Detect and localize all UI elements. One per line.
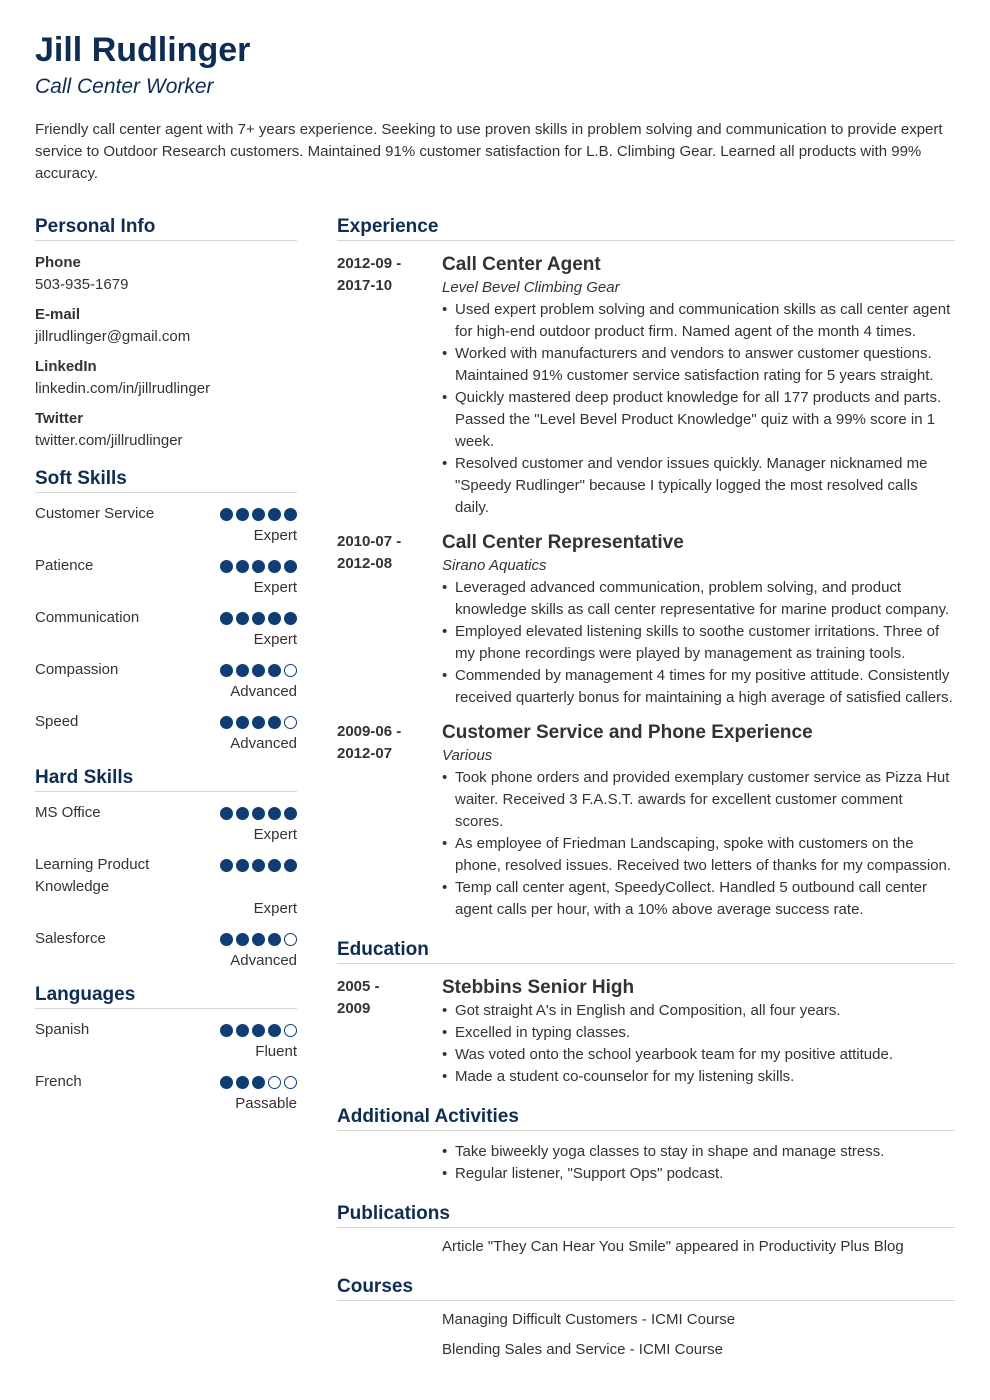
skill-name: Salesforce <box>35 930 106 947</box>
skill-item <box>35 802 297 846</box>
skill-row <box>35 503 297 525</box>
activity-item: • Take biweekly yoga classes to stay in shape and manage stress. <box>442 1141 955 1163</box>
skill-name: Spanish <box>35 1021 90 1038</box>
experience-entry <box>337 531 955 709</box>
filled-dot-icon <box>220 716 233 729</box>
filled-dot-icon <box>252 560 265 573</box>
skill-row <box>35 928 297 950</box>
rating-dots <box>220 859 297 872</box>
info-item-email <box>35 304 297 348</box>
skill-level: Advanced <box>230 952 297 969</box>
experience-list <box>337 253 955 921</box>
skill-item <box>35 555 297 599</box>
skill-level: Advanced <box>230 735 297 752</box>
skill-row <box>35 607 297 629</box>
rating-dots <box>220 560 297 573</box>
activity-item: • Regular listener, "Support Ops" podcast. <box>442 1163 955 1185</box>
filled-dot-icon <box>268 508 281 521</box>
info-item-linkedin <box>35 356 297 400</box>
skill-level: Advanced <box>230 683 297 700</box>
skill-level: Fluent <box>255 1043 297 1060</box>
filled-dot-icon <box>220 560 233 573</box>
filled-dot-icon <box>284 807 297 820</box>
personal-info-heading: Personal Info <box>35 215 297 241</box>
date-start: 2010-07 - <box>337 533 402 550</box>
skill-name: Compassion <box>35 661 119 678</box>
filled-dot-icon <box>252 807 265 820</box>
empty-dot-icon <box>284 716 297 729</box>
course-item: Blending Sales and Service - ICMI Course <box>442 1341 723 1358</box>
entry-body <box>442 976 955 1088</box>
filled-dot-icon <box>236 560 249 573</box>
info-label: LinkedIn <box>35 358 97 375</box>
filled-dot-icon <box>284 859 297 872</box>
skill-row <box>35 1071 297 1093</box>
info-label: E-mail <box>35 306 81 323</box>
date-start: 2005 - <box>337 978 380 995</box>
entry-date <box>337 721 442 921</box>
courses-list <box>337 1309 955 1361</box>
empty-dot-icon <box>284 1024 297 1037</box>
skill-level: Expert <box>253 579 297 596</box>
filled-dot-icon <box>268 612 281 625</box>
twitter-value: twitter.com/jillrudlinger <box>35 432 183 449</box>
skill-name: Patience <box>35 557 94 574</box>
candidate-name: Jill Rudlinger <box>35 31 251 69</box>
filled-dot-icon <box>236 664 249 677</box>
rating-dots <box>220 807 297 820</box>
filled-dot-icon <box>236 508 249 521</box>
education-entry <box>337 976 955 1088</box>
skill-item <box>35 928 297 972</box>
filled-dot-icon <box>236 1076 249 1089</box>
entry-title: Call Center Agent <box>442 254 601 275</box>
bullet-item: • Resolved customer and vendor issues quickly. Manager nicknamed me "Speedy Rudlinger" because I typically logged the most resolved calls daily. <box>442 453 955 519</box>
bullet-item: • Quickly mastered deep product knowledge for all 177 products and parts. Passed the "Level Bevel Product Knowledge" quiz with a 99% score in 1 week. <box>442 387 955 453</box>
skill-level: Expert <box>253 900 297 917</box>
rating-dots <box>220 664 297 677</box>
date-start: 2009-06 - <box>337 723 402 740</box>
skill-row <box>35 854 297 898</box>
empty-dot-icon <box>284 664 297 677</box>
summary-paragraph: Friendly call center agent with 7+ years experience. Seeking to use proven skills in problem solving and communication to provide expert service to Outdoor Research customers. Maintained 91% customer satisfaction for L.B. Climbing Gear. Learned all products with 99% accuracy. <box>35 121 943 182</box>
filled-dot-icon <box>220 664 233 677</box>
date-end: 2012-07 <box>337 745 393 762</box>
personal-info-list <box>35 252 297 452</box>
bullet-list <box>442 1000 955 1088</box>
bullet-item: • Made a student co-counselor for my listening skills. <box>442 1066 955 1088</box>
publications-list <box>337 1236 955 1258</box>
bullet-item: • Used expert problem solving and communication skills as call center agent for high-end outdoor product firm. Named agent of the month 4 times. <box>442 299 955 343</box>
empty-dot-icon <box>268 1076 281 1089</box>
skill-level: Expert <box>253 826 297 843</box>
rating-dots <box>220 1024 297 1037</box>
filled-dot-icon <box>236 1024 249 1037</box>
bullet-item: • As employee of Friedman Landscaping, spoke with customers on the phone, resolved issues. Received two letters of thanks for my compassion. <box>442 833 955 877</box>
bullet-list <box>442 299 955 519</box>
experience-entry <box>337 721 955 921</box>
filled-dot-icon <box>268 716 281 729</box>
entry-title: Stebbins Senior High <box>442 977 635 998</box>
education-list <box>337 976 955 1088</box>
languages-heading: Languages <box>35 983 297 1009</box>
skill-row <box>35 1019 297 1041</box>
bullet-item: • Temp call center agent, SpeedyCollect. Handled 5 outbound call center agent calls per hour, with a 10% above average success rate. <box>442 877 955 921</box>
bullet-item: • Got straight A's in English and Composition, all four years. <box>442 1000 955 1022</box>
skill-row <box>35 802 297 824</box>
bullet-item: • Worked with manufacturers and vendors to answer customer questions. Maintained 91% customer service satisfaction rating for 5 years straight. <box>442 343 955 387</box>
entry-date <box>337 253 442 519</box>
entry-organization: Level Bevel Climbing Gear <box>442 279 620 296</box>
bullet-list <box>442 767 955 921</box>
info-item-twitter <box>35 408 297 452</box>
entry-body <box>442 253 955 519</box>
date-start: 2012-09 - <box>337 255 402 272</box>
filled-dot-icon <box>220 859 233 872</box>
entry-date <box>337 531 442 709</box>
filled-dot-icon <box>284 612 297 625</box>
skill-level: Expert <box>253 631 297 648</box>
skill-name: French <box>35 1073 82 1090</box>
filled-dot-icon <box>268 859 281 872</box>
skill-name: Communication <box>35 609 140 626</box>
hard-skills-heading: Hard Skills <box>35 766 297 792</box>
linkedin-value: linkedin.com/in/jillrudlinger <box>35 380 211 397</box>
skill-row <box>35 711 297 733</box>
skill-name: MS Office <box>35 804 101 821</box>
filled-dot-icon <box>268 807 281 820</box>
skill-item <box>35 711 297 755</box>
filled-dot-icon <box>252 508 265 521</box>
languages-list <box>35 1019 297 1115</box>
entry-title: Call Center Representative <box>442 532 684 553</box>
info-item-phone <box>35 252 297 296</box>
empty-dot-icon <box>284 933 297 946</box>
skill-item <box>35 854 297 920</box>
rating-dots <box>220 1076 297 1089</box>
activities-heading: Additional Activities <box>337 1105 955 1131</box>
filled-dot-icon <box>252 1076 265 1089</box>
date-end: 2009 <box>337 1000 371 1017</box>
bullet-item: • Took phone orders and provided exemplary customer service as Pizza Hut waiter. Received 3 F.A.S.T. awards for excellent customer comment scores. <box>442 767 955 833</box>
bullet-item: • Was voted onto the school yearbook team for my positive attitude. <box>442 1044 955 1066</box>
filled-dot-icon <box>220 1024 233 1037</box>
courses-heading: Courses <box>337 1275 955 1301</box>
entry-organization: Sirano Aquatics <box>442 557 547 574</box>
skill-name: Customer Service <box>35 505 155 522</box>
rating-dots <box>220 612 297 625</box>
skill-name: Speed <box>35 713 79 730</box>
filled-dot-icon <box>252 859 265 872</box>
filled-dot-icon <box>220 1076 233 1089</box>
job-title: Call Center Worker <box>35 75 214 98</box>
filled-dot-icon <box>220 612 233 625</box>
rating-dots <box>220 508 297 521</box>
entry-date <box>337 976 442 1088</box>
filled-dot-icon <box>236 807 249 820</box>
filled-dot-icon <box>252 612 265 625</box>
date-end: 2017-10 <box>337 277 393 294</box>
entry-body <box>442 721 955 921</box>
filled-dot-icon <box>236 612 249 625</box>
activities-list <box>442 1141 955 1185</box>
bullet-list <box>442 577 955 709</box>
filled-dot-icon <box>236 716 249 729</box>
filled-dot-icon <box>252 1024 265 1037</box>
publication-item: Article "They Can Hear You Smile" appeared in Productivity Plus Blog <box>442 1238 904 1255</box>
filled-dot-icon <box>236 933 249 946</box>
filled-dot-icon <box>284 508 297 521</box>
skill-row <box>35 659 297 681</box>
education-heading: Education <box>337 938 955 964</box>
left-column <box>35 215 297 1123</box>
right-column <box>337 215 955 1361</box>
filled-dot-icon <box>220 508 233 521</box>
publications-heading: Publications <box>337 1202 955 1228</box>
bullet-item: • Leveraged advanced communication, problem solving, and product knowledge skills as call center representative for marine product company. <box>442 577 955 621</box>
filled-dot-icon <box>252 933 265 946</box>
skill-item <box>35 1071 297 1115</box>
skill-level: Expert <box>253 527 297 544</box>
skill-row <box>35 555 297 577</box>
entry-title: Customer Service and Phone Experience <box>442 722 813 743</box>
empty-dot-icon <box>284 1076 297 1089</box>
skill-item <box>35 659 297 703</box>
date-end: 2012-08 <box>337 555 393 572</box>
rating-dots <box>220 933 297 946</box>
filled-dot-icon <box>268 1024 281 1037</box>
info-label: Phone <box>35 254 81 271</box>
entry-organization: Various <box>442 747 493 764</box>
skill-level: Passable <box>235 1095 297 1112</box>
experience-heading: Experience <box>337 215 955 241</box>
info-label: Twitter <box>35 410 84 427</box>
soft-skills-heading: Soft Skills <box>35 467 297 493</box>
filled-dot-icon <box>268 560 281 573</box>
entry-body <box>442 531 955 709</box>
filled-dot-icon <box>220 807 233 820</box>
filled-dot-icon <box>284 560 297 573</box>
activities-section <box>337 1141 955 1185</box>
bullet-item: • Employed elevated listening skills to soothe customer irritations. Three of my phone recordings were played by management as training tools. <box>442 621 955 665</box>
experience-entry <box>337 253 955 519</box>
filled-dot-icon <box>252 664 265 677</box>
filled-dot-icon <box>236 859 249 872</box>
filled-dot-icon <box>268 933 281 946</box>
phone-value: 503-935-1679 <box>35 276 129 293</box>
course-item: Managing Difficult Customers - ICMI Course <box>442 1311 736 1328</box>
soft-skills-list <box>35 503 297 755</box>
hard-skills-list <box>35 802 297 972</box>
skill-item <box>35 503 297 547</box>
filled-dot-icon <box>252 716 265 729</box>
email-value: jillrudlinger@gmail.com <box>35 328 191 345</box>
skill-item <box>35 607 297 651</box>
filled-dot-icon <box>268 664 281 677</box>
skill-item <box>35 1019 297 1063</box>
rating-dots <box>220 716 297 729</box>
bullet-item: • Commended by management 4 times for my positive attitude. Consistently received quarterly bonus for maintaining a high average of satisfied callers. <box>442 665 955 709</box>
filled-dot-icon <box>220 933 233 946</box>
skill-name: Learning Product Knowledge <box>35 856 150 895</box>
bullet-item: • Excelled in typing classes. <box>442 1022 955 1044</box>
